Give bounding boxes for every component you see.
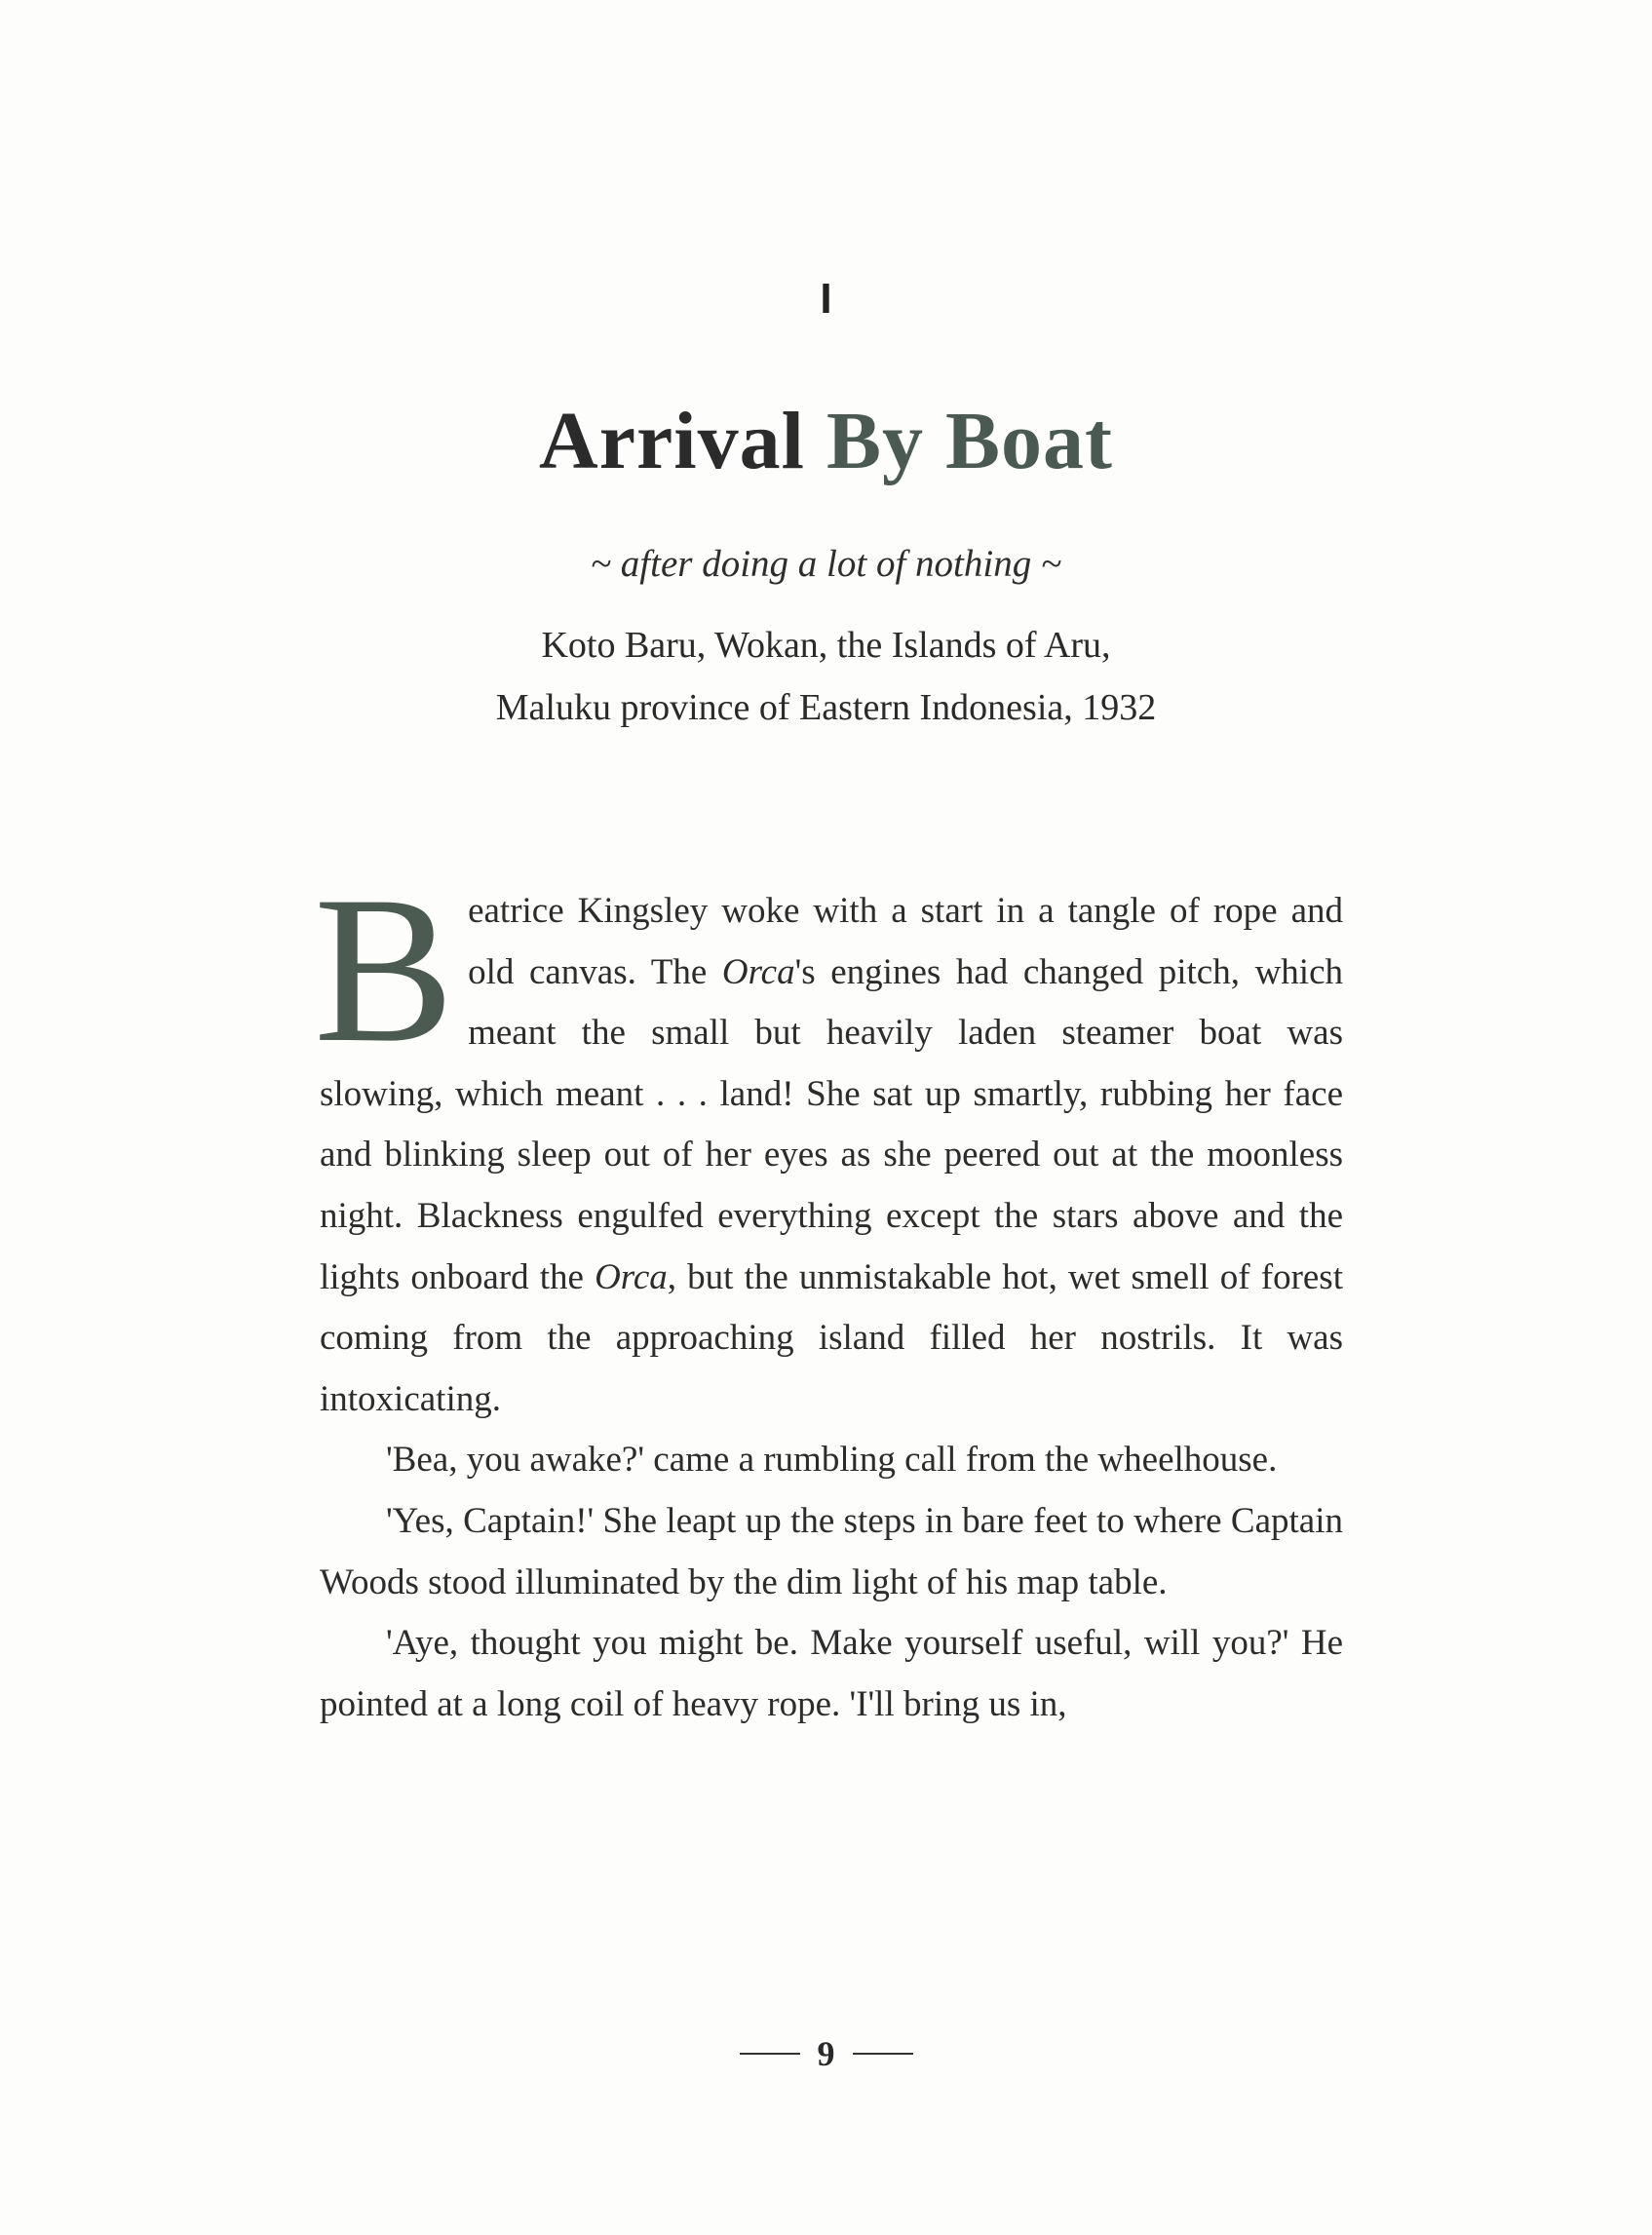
drop-cap: B [314,853,455,1086]
paragraph-1-part-c: , but the unmistakable hot, wet smell of forest coming from the approaching island filled her nostrils. It was intoxicating. [320,1256,1343,1419]
chapter-subtitle: ~ after doing a lot of nothing ~ [590,543,1062,585]
body-text [314,853,1343,1735]
location-line-1: Koto Baru, Wokan, the Islands of Aru, [541,625,1111,666]
paragraph-4: 'Aye, thought you might be. Make yourself useful, will you?' He pointed at a long coil of heavy rope. 'I'll bring us in, [320,1623,1343,1724]
paragraph-2: 'Bea, you awake?' came a rumbling call from the wheelhouse. [386,1440,1278,1481]
ship-name: Orca [595,1256,668,1297]
paragraph-1-part-b: 's engines had changed pitch, which meant the small but heavily laden steamer boat was slowing, which meant . . . land! She sat up smartly, rubbing her face and blinking sleep out of her eyes as she peered out at the moonless night. Blackness engulfed everything except the stars above and the lights onboard the [320,951,1343,1297]
folio-rule-left [740,2053,800,2055]
page-number: 9 [817,2034,835,2073]
paragraph-1-part-a: eatrice Kingsley woke with a start in a tangle of rope and old canvas. The [468,891,1343,992]
chapter-title [0,394,1652,488]
location-line-2: Maluku province of Eastern Indonesia, 1932 [495,687,1157,728]
chapter-number: I [820,275,832,323]
chapter-title-part2: By Boat [826,396,1113,486]
paragraph-1 [314,853,1343,1430]
page-footer [0,2033,1652,2074]
paragraph-3: 'Yes, Captain!' She leapt up the steps in bare feet to where Captain Woods stood illuminated by the dim light of his map table. [320,1500,1343,1602]
chapter-location [0,614,1652,739]
folio-rule-right [853,2053,913,2055]
chapter-title-part1: Arrival [539,396,826,486]
ship-name: Orca [721,951,795,992]
